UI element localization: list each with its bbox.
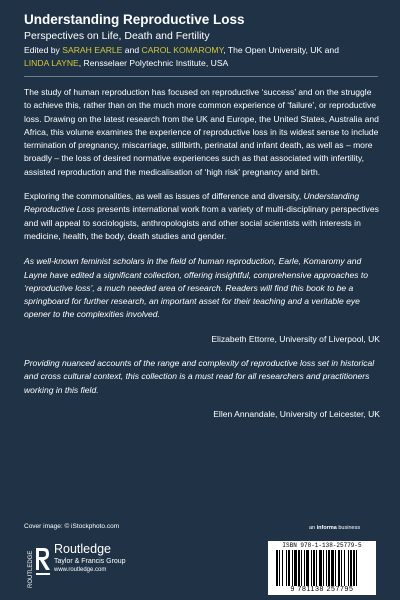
barcode-bar (304, 550, 305, 586)
barcode-bar (316, 550, 317, 586)
barcode-bar (286, 550, 287, 586)
barcode-icon (276, 550, 368, 586)
barcode-bar (348, 550, 349, 586)
editors-line (24, 44, 384, 70)
publisher-url: www.routledge.com (54, 567, 107, 573)
logo-underline (36, 573, 50, 575)
barcode-bar (326, 550, 327, 586)
barcode-bar (328, 550, 330, 586)
publisher-name: Routledge (54, 542, 111, 556)
editor-name: LINDA LAYNE (24, 58, 79, 68)
editor-separator: and (122, 45, 142, 55)
blurb-text: Exploring the commonalities, as well as issues of difference and diversity, (24, 191, 304, 202)
isbn-digits: 9 781138 257795 (290, 586, 354, 593)
editor-name: SARAH EARLE (62, 45, 123, 55)
publisher-logo (24, 540, 184, 590)
barcode-bar (276, 550, 278, 586)
barcode-bar (323, 550, 324, 586)
barcode-bar (344, 550, 345, 586)
barcode-bar (338, 550, 340, 586)
blurb-text: presents international work from a variety of multi-disciplinary perspectives and will appeal to sociologists, anthropologists and other social scientists with interests in medicine, health, the body, death studies and gender. (24, 204, 379, 241)
isbn-label: ISBN 978-1-138-25779-5 (282, 542, 362, 549)
book-title-inline: Understanding Reproductive Loss (24, 191, 360, 215)
barcode-bar (350, 550, 352, 586)
review-attribution: Ellen Annandale, University of Leicester, UK (213, 408, 380, 419)
barcode-bar (279, 550, 280, 586)
barcode-bar (353, 550, 355, 586)
editor-affiliation: , The Open University, UK and (223, 45, 339, 55)
logo-vertical-text: ROUTLEDGE (28, 550, 34, 588)
informa-prefix: an (309, 525, 317, 531)
blurb-paragraph (24, 190, 380, 243)
informa-suffix: business (336, 525, 361, 531)
publisher-text (54, 542, 194, 574)
header-divider (24, 76, 378, 77)
review-quote: Providing nuanced accounts of the range and complexity of reproductive loss set in historical and cross cultural context, this collection is a must read for all researchers and practitioners working in this field. (24, 358, 375, 395)
barcode-bar (313, 550, 315, 586)
editor-affiliation: , Rensselaer Polytechnic Institute, USA (78, 58, 229, 68)
barcode-bar (288, 550, 290, 586)
book-subtitle: Perspectives on Life, Death and Fertility (24, 30, 210, 42)
barcode-bar (319, 550, 322, 586)
logo-r-shape (36, 548, 50, 570)
barcode-bar (292, 550, 293, 586)
barcode-bar (341, 550, 342, 586)
barcode-bar (301, 550, 302, 586)
informa-brand: informa (316, 525, 337, 531)
edited-by-label: Edited by (24, 45, 60, 55)
book-title: Understanding Reproductive Loss (24, 12, 245, 27)
informa-tagline (309, 525, 360, 531)
isbn-barcode (268, 541, 376, 595)
review-quote: As well-known feminist scholars in the field of human reproduction, Earle, Komaromy and Layne have edited a significant collection, offering insightful, comprehensive approaches to ‘reproductive loss’, a much needed area of research. Readers will find this book to be a springboard for further research, an important asset for their teaching and a veritable eye opener to the complexities involved. (24, 256, 368, 320)
blurb-paragraph: The study of human reproduction has focused on reproductive ‘success’ and on the struggle to achieve this, rather than on the much more common experience of ‘failure’, or reproductive loss. Drawing on the latest research from the UK and Europe, the United States, Australia and Africa, this volume examines the experience of reproductive loss in its widest sense to include termination of pregnancy, miscarriage, stillbirth, perinatal and infant death, as well as – more broadly – the loss of desired normative experiences such as that associated with infertility, assisted reproduction and the medicalisation of ‘high risk’ pregnancy and birth. (24, 87, 379, 177)
cover-header (24, 12, 384, 70)
barcode-bar (298, 550, 300, 586)
barcode-bar (331, 550, 334, 586)
barcode-bar (311, 550, 312, 586)
publisher-group: Taylor & Francis Group (54, 558, 126, 565)
barcode-bar (306, 550, 309, 586)
routledge-logo-icon (24, 540, 54, 590)
review-attribution: Elizabeth Ettorre, University of Liverpool, UK (211, 333, 380, 344)
blurb (24, 86, 380, 432)
barcode-bar (294, 550, 297, 586)
barcode-bar (356, 550, 357, 586)
editor-name: CAROL KOMAROMY (141, 45, 224, 55)
barcode-bar (335, 550, 336, 586)
cover-image-credit: Cover image: © iStockphoto.com (24, 523, 120, 530)
barcode-bar (282, 550, 283, 586)
